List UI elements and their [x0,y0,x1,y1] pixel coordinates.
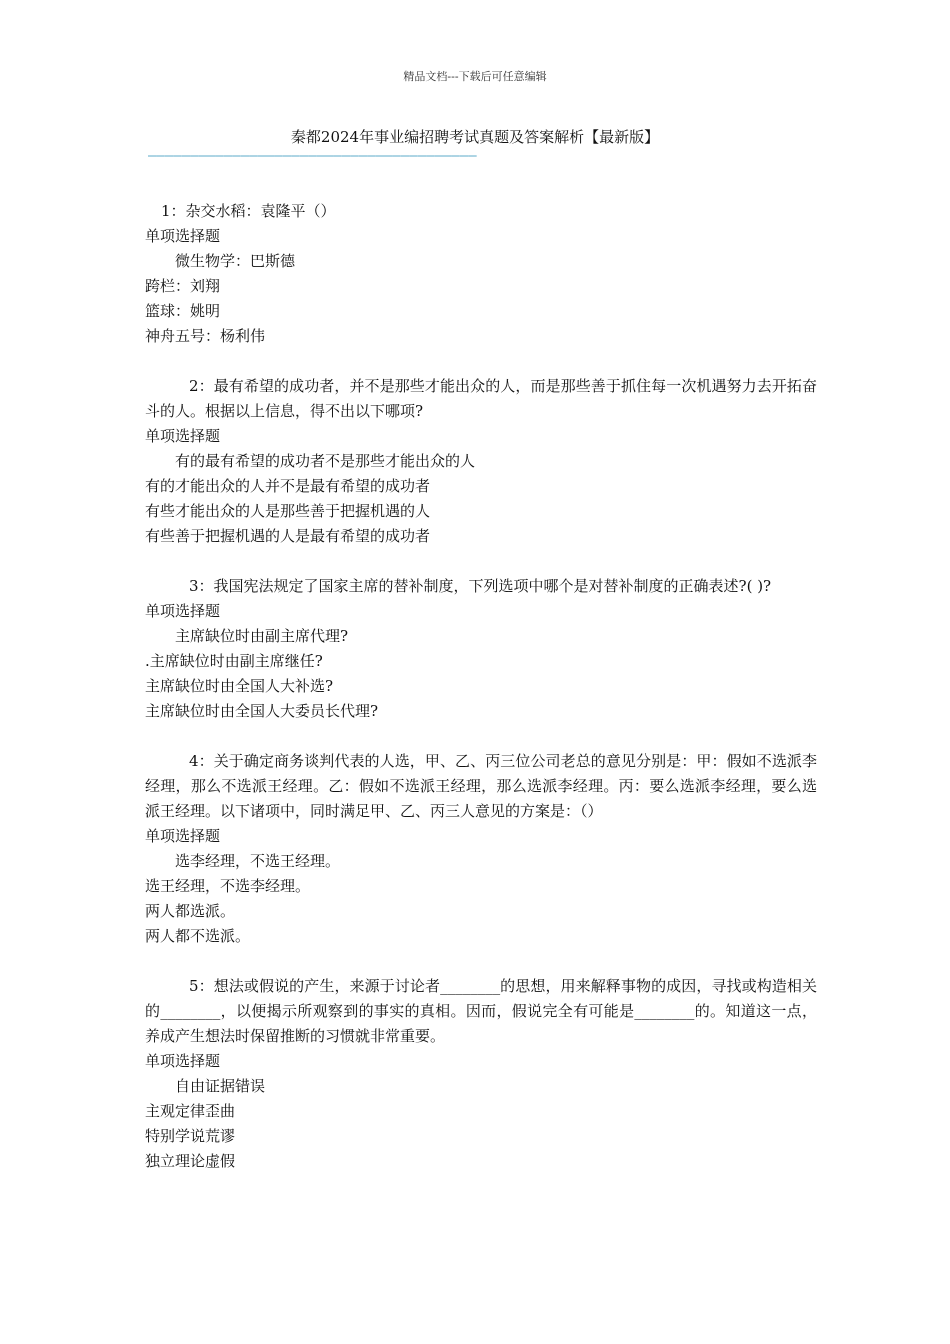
question-type: 单项选择题 [145,602,221,620]
option-d: 神舟五号：杨利伟 [145,327,266,345]
option-b: 选王经理，不选李经理。 [145,877,311,895]
question-stem: 4：关于确定商务谈判代表的人选，甲、乙、丙三位公司老总的意见分别是：甲：假如不选派李经理，那么不选派王经理。乙：假如不选派王经理，那么选派李经理。丙：要么选派李经理，要么选派王经理。以下诸项中，同时满足甲、乙、丙三人意见的方案是：（） [145,752,817,820]
question-2 [145,374,817,549]
option-b: .主席缺位时由副主席继任? [145,652,323,670]
question-stem: 5：想法或假说的产生，来源于讨论者________的思想，用来解释事物的成因，寻找或构造相关的________，以便揭示所观察到的事实的真相。因而，假说完全有可能是________的。知道这一点，养成产生想法时保留推断的习惯就非常重要。 [145,977,817,1045]
option-d: 独立理论虚假 [145,1152,236,1170]
option-b: 跨栏：刘翔 [145,277,221,295]
option-b: 有的才能出众的人并不是最有希望的成功者 [145,477,431,495]
page-header: 精品文档---下载后可任意编辑 [403,70,547,83]
option-a: 有的最有希望的成功者不是那些才能出众的人 [175,452,476,470]
option-c: 特别学说荒谬 [145,1127,236,1145]
option-c: 有些才能出众的人是那些善于把握机遇的人 [145,502,431,520]
question-stem: 3：我国宪法规定了国家主席的替补制度，下列选项中哪个是对替补制度的正确表述?( )? [189,577,772,595]
question-5 [145,974,817,1174]
question-type: 单项选择题 [145,227,221,245]
option-d: 两人都不选派。 [145,927,251,945]
question-stem: 2：最有希望的成功者，并不是那些才能出众的人，而是那些善于抓住每一次机遇努力去开拓奋斗的人。根据以上信息，得不出以下哪项? [145,377,817,420]
option-a: 主席缺位时由副主席代理? [175,627,349,645]
option-a: 自由证据错误 [175,1077,266,1095]
option-a: 选李经理，不选王经理。 [175,852,341,870]
option-c: 两人都选派。 [145,902,236,920]
question-list [145,199,817,1199]
option-c: 篮球：姚明 [145,302,221,320]
option-d: 主席缺位时由全国人大委员长代理? [145,702,379,720]
question-stem: 1：杂交水稻：袁隆平（） [161,202,336,220]
question-3 [145,574,817,724]
question-1 [145,199,817,349]
option-c: 主席缺位时由全国人大补选? [145,677,334,695]
option-a: 微生物学：巴斯德 [175,252,296,270]
title-divider: ——————————————————————————————————————— [148,148,477,164]
option-b: 主观定律歪曲 [145,1102,236,1120]
option-d: 有些善于把握机遇的人是最有希望的成功者 [145,527,431,545]
question-type: 单项选择题 [145,1052,221,1070]
document-title: 秦都2024年事业编招聘考试真题及答案解析【最新版】 [290,128,660,146]
question-type: 单项选择题 [145,427,221,445]
question-type: 单项选择题 [145,827,221,845]
question-4 [145,749,817,949]
